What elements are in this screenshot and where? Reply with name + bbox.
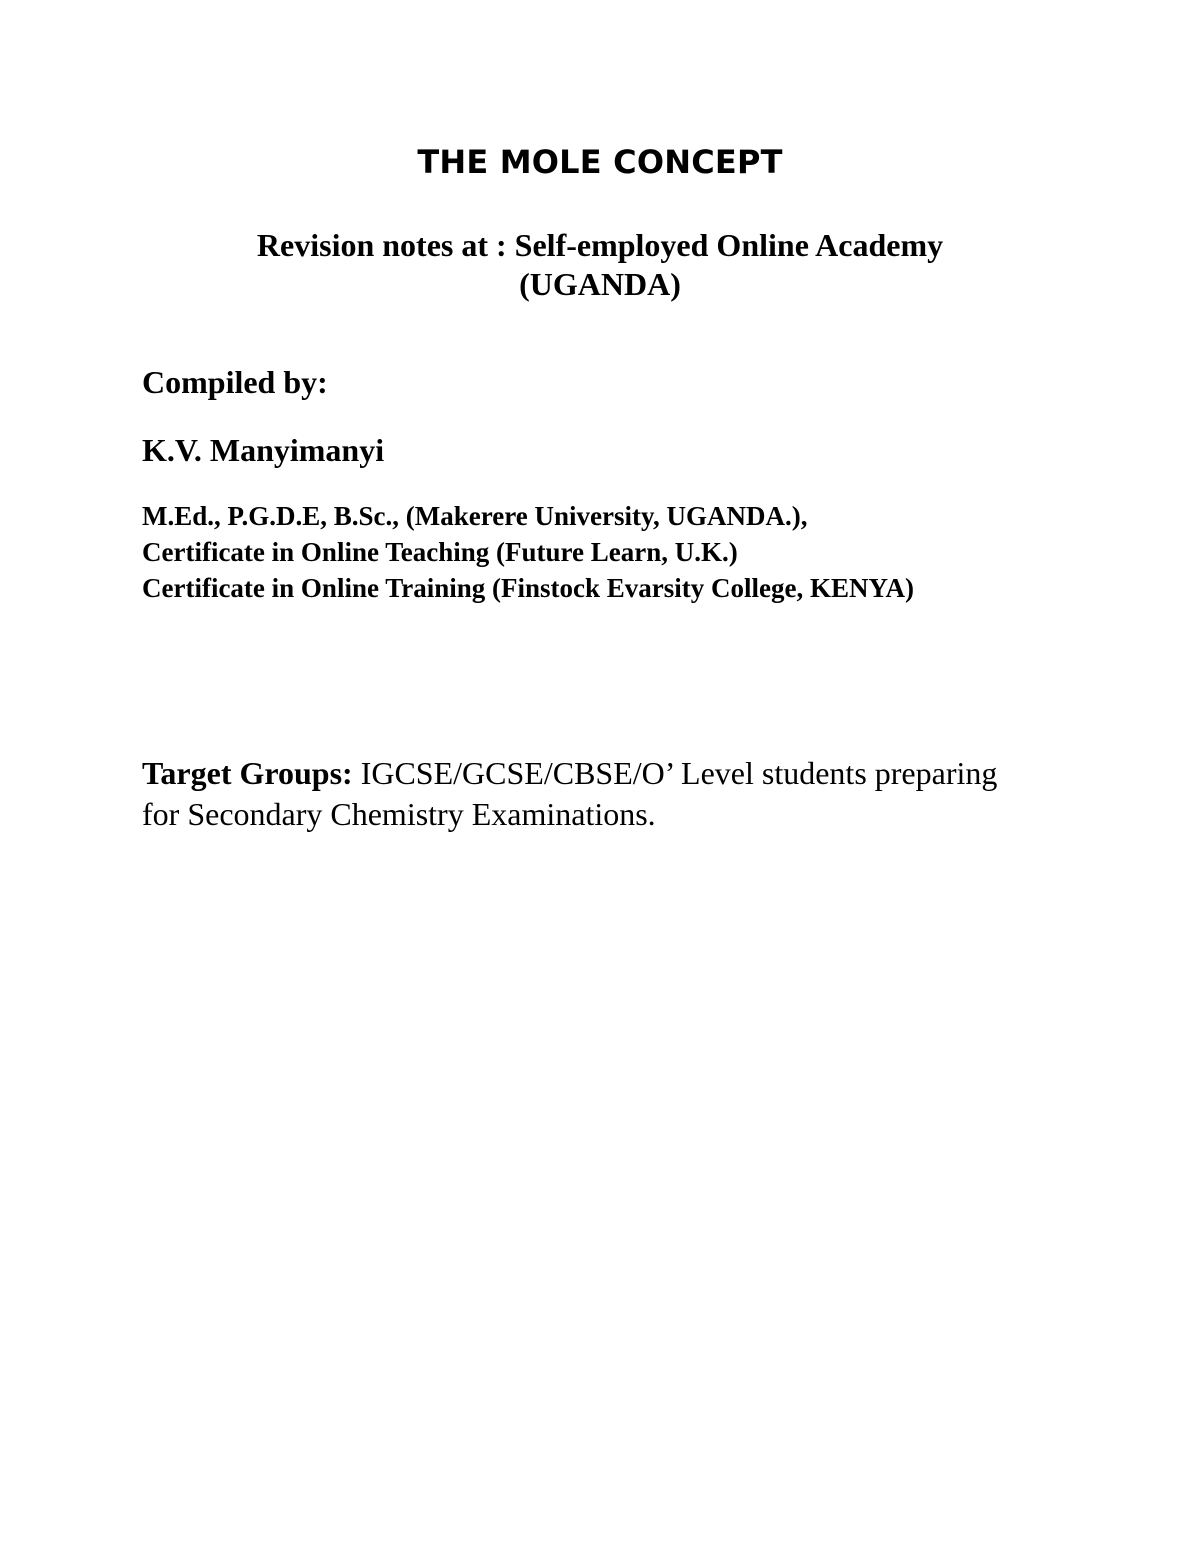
compiled-by-label: Compiled by: <box>142 364 328 400</box>
subtitle-line-1: Revision notes at : Self-employed Online Academy <box>256 227 944 263</box>
author-name: K.V. Manyimanyi <box>142 432 385 468</box>
document-title: THE MOLE CONCEPT <box>417 143 783 181</box>
credential-line: M.Ed., P.G.D.E, B.Sc., (Makerere University, UGANDA.), <box>142 501 808 531</box>
document-subtitle <box>0 226 1200 304</box>
subtitle-line-2: (UGANDA) <box>519 266 681 302</box>
author-credentials <box>142 498 914 606</box>
target-groups-paragraph <box>142 753 1042 835</box>
target-groups-text: IGCSE/GCSE/CBSE/O’ Level students preparing for Secondary Chemistry Examinations. <box>142 755 998 832</box>
credential-line: Certificate in Online Teaching (Future Learn, U.K.) <box>142 537 738 567</box>
target-groups-label: Target Groups: <box>142 755 353 791</box>
credential-line: Certificate in Online Training (Finstock Evarsity College, KENYA) <box>142 573 914 603</box>
